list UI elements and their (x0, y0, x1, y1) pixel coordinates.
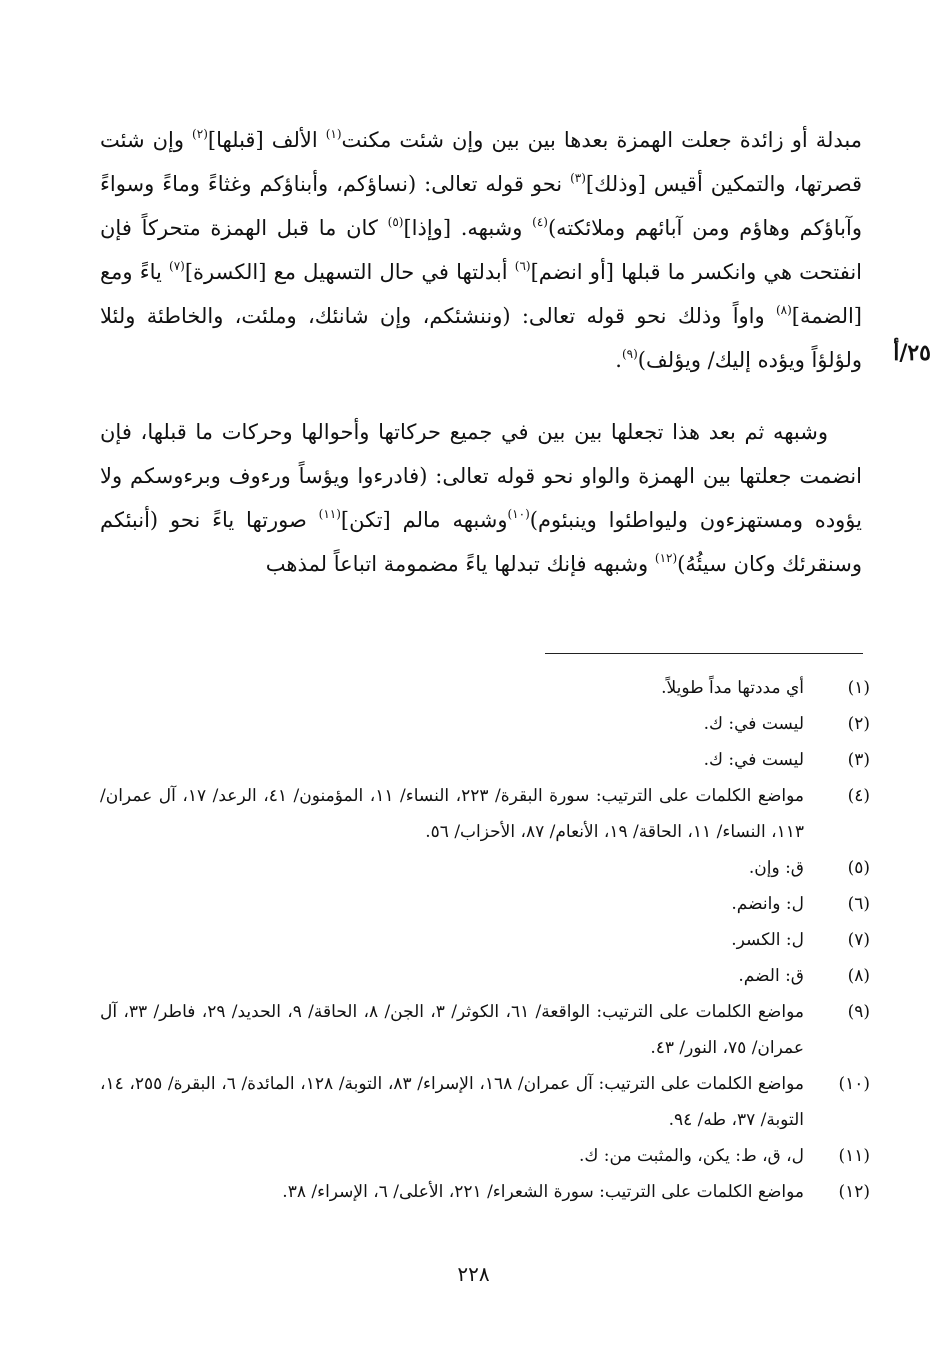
footnote-text: ق: وإن. (748, 858, 804, 878)
footnote-ref-6[interactable]: (٦) (514, 259, 531, 273)
footnote-item (100, 958, 870, 994)
footnote-item (100, 1174, 870, 1210)
page-number: ٢٢٨ (457, 1262, 490, 1286)
footnote-text: ق: الضم. (738, 966, 804, 986)
footnote-number: (٤) (847, 786, 870, 806)
footnotes (100, 670, 870, 1210)
footnote-item (100, 778, 870, 850)
footnote-number: (١٠) (838, 1074, 870, 1094)
text-span: ياءً ومع [الضمة] (100, 260, 862, 328)
text-span: واواً وذلك نحو قوله تعالى: (وننشئكم، وإن شانئك، وملئت، والخاطئة ولئلا ولؤلؤاً ويؤده إليك/ ويؤلف) (100, 304, 862, 372)
footnote-number: (٦) (847, 894, 870, 914)
footnote-number: (٢) (847, 714, 870, 734)
text-span: وشبهه. [وإذا] (403, 216, 533, 240)
footnote-text: ل: الكسر. (731, 930, 804, 950)
text-span: وشبهه ثم بعد هذا تجعلها بين بين في جميع حركاتها وأحوالها وحركات ما قبلها، فإن انضمت جعلتها بين الهمزة والواو نحو قوله تعالى: (فادرءوا ويؤساً ورءوف وبرءوسكم ولا يؤوده ومستهزءون وليواطئوا وينبئوم) (100, 420, 862, 532)
main-text (100, 118, 862, 586)
footnote-ref-12[interactable]: (١٢) (654, 551, 678, 565)
paragraph-2 (100, 410, 862, 586)
footnote-number: (١٢) (838, 1182, 870, 1202)
text-span: أبدلتها في حال التسهيل مع [الكسرة] (184, 260, 515, 284)
text-span: نحو قوله تعالى: (نساؤكم، وأبناؤكم وغثاءً وماءً وسواءً وآباؤكم وهاؤم ومن آبائهم وملائكته) (100, 172, 862, 240)
footnote-text: مواضع الكلمات على الترتيب: سورة البقرة/ ٢٢٣، النساء/ ١١، المؤمنون/ ٤١، الرعد/ ١٧، آل عمران/ ١١٣، النساء/ ١١، الحاقة/ ١٩، الأنعام/ ٨٧، الأحزاب/ ٥٦. (100, 786, 805, 842)
footnote-item (100, 922, 870, 958)
footnote-item (100, 1066, 870, 1138)
text-span: الألف [قبلها] (207, 128, 326, 152)
footnote-number: (٣) (847, 750, 870, 770)
footnote-ref-7[interactable]: (٧) (169, 259, 185, 273)
footnote-ref-4[interactable]: (٤) (532, 215, 548, 229)
footnote-ref-9[interactable]: (٩) (621, 347, 638, 361)
text-span: وشبهه فإنك تبدلها ياءً مضمومة اتباعاً لمذهب (265, 552, 655, 576)
footnote-text: أي مددتها مداً طويلاً. (661, 678, 804, 698)
text-span: صورتها ياءً نحو (أنبئكم وسنقرئك وكان سيئُهُ) (100, 508, 862, 576)
footnote-item (100, 994, 870, 1066)
text-span: كان ما قبل الهمزة متحركاً فإن انفتحت هي وانكسر ما قبلها [أو انضم] (100, 216, 862, 284)
footnote-text: مواضع الكلمات على الترتيب: آل عمران/ ١٦٨، الإسراء/ ٨٣، التوبة/ ١٢٨، المائدة/ ٦، البقرة/ ٢٥٥، ١٤، التوبة/ ٣٧، طه/ ٩٤. (100, 1074, 805, 1130)
footnote-item (100, 1138, 870, 1174)
footnote-number: (١) (847, 678, 870, 698)
footnote-text: ليست في: ك. (703, 750, 804, 770)
footnote-ref-3[interactable]: (٣) (570, 171, 586, 185)
footnote-number: (٥) (847, 858, 870, 878)
text-span: وشبهه مالم [تكن] (340, 508, 508, 532)
footnote-number: (٧) (847, 930, 870, 950)
footnote-text: مواضع الكلمات على الترتيب: سورة الشعراء/ ٢٢١، الأعلى/ ٦، الإسراء/ ٣٨. (282, 1182, 804, 1202)
text-span: وإن شئت قصرتها، والتمكين أقيس [وذلك] (100, 128, 862, 196)
footnote-ref-2[interactable]: (٢) (192, 127, 208, 141)
text-span: . (615, 348, 622, 372)
footnote-item (100, 670, 870, 706)
footnote-ref-11[interactable]: (١١) (318, 507, 341, 521)
footnote-item (100, 706, 870, 742)
footnote-divider (545, 653, 863, 654)
footnote-number: (٩) (847, 1002, 870, 1022)
footnote-item (100, 850, 870, 886)
manuscript-folio-marker: ٢٥/أ (893, 340, 931, 366)
footnote-text: مواضع الكلمات على الترتيب: الواقعة/ ٦١، الكوثر/ ٣، الجن/ ٨، الحاقة/ ٩، الحديد/ ٢٩، فاطر/ ٣٣، آل عمران/ ٧٥، النور/ ٤٣. (100, 1002, 804, 1058)
footnote-ref-1[interactable]: (١) (325, 127, 342, 141)
footnote-ref-8[interactable]: (٨) (775, 303, 792, 317)
footnote-ref-10[interactable]: (١٠) (507, 507, 530, 521)
footnote-item (100, 742, 870, 778)
footnote-text: ل: وانضم. (731, 894, 804, 914)
text-span: مبدلة أو زائدة جعلت الهمزة بعدها بين بين وإن شئت مكنت (341, 128, 862, 152)
footnote-item (100, 886, 870, 922)
paragraph-1 (100, 118, 862, 382)
footnote-ref-5[interactable]: (٥) (387, 215, 404, 229)
footnote-text: ليست في: ك. (703, 714, 804, 734)
footnote-number: (١١) (838, 1146, 870, 1166)
footnote-text: ل، ق، ط: يكن، والمثبت من: ك. (578, 1146, 804, 1166)
footnote-number: (٨) (847, 966, 870, 986)
